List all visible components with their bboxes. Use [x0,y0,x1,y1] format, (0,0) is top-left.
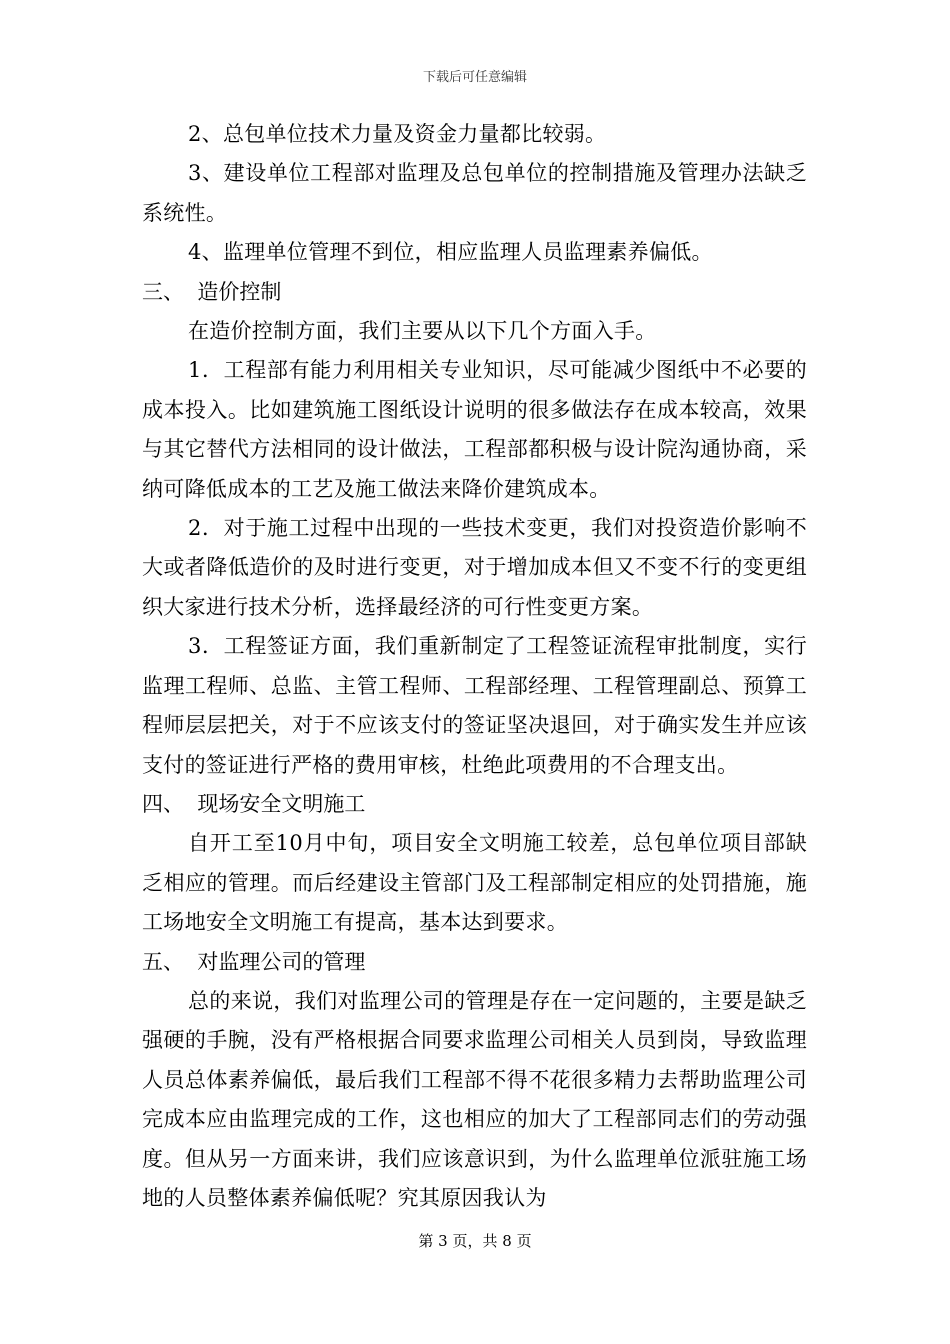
page-footer: 第 3 页，共 8 页 [418,1232,532,1250]
paragraph-point-2: 2、总包单位技术力量及资金力量都比较弱。 [188,122,607,146]
paragraph-supervision-management: 总的来说，我们对监理公司的管理是存在一定问题的，主要是缺乏强硬的手腕，没有严格根据合同要求监理公司相关人员到岗，导致监理人员总体素养偏低，最后我们工程部不得不花很多精力去帮助监理公司完成本应由监理完成的工作，这也相应的加大了工程部同志们的劳动强度。但从另一方面来讲，我们应该意识到，为什么监理单位派驻施工场地的人员整体素养偏低呢？究其原因我认为 [142,988,807,1210]
paragraph-point-4: 4、监理单位管理不到位，相应监理人员监理素养偏低。 [188,240,713,265]
paragraph-site-safety: 自开工至10月中旬，项目安全文明施工较差，总包单位项目部缺乏相应的管理。而后经建设主管部门及工程部制定相应的处罚措施，施工场地安全文明施工有提高，基本达到要求。 [142,831,807,935]
paragraph-cost-item-3: 3．工程签证方面，我们重新制定了工程签证流程审批制度，实行监理工程师、总监、主管工程师、工程部经理、工程管理副总、预算工程师层层把关，对于不应该支付的签证坚决退回，对于确实发生并应该支付的签证进行严格的费用审核，杜绝此项费用的不合理支出。 [142,634,807,777]
paragraph-cost-item-1: 1．工程部有能力利用相关专业知识，尽可能减少图纸中不必要的成本投入。比如建筑施工图纸设计说明的很多做法存在成本较高，效果与其它替代方法相同的设计做法，工程部都积极与设计院沟通协商，采纳可降低成本的工艺及施工做法来降价建筑成本。 [142,358,807,501]
document-body [142,115,807,1218]
paragraph-cost-intro: 在造价控制方面，我们主要从以下几个方面入手。 [188,319,657,344]
section-heading-site-safety: 四、 现场安全文明施工 [142,791,366,816]
paragraph-point-3: 3、建设单位工程部对监理及总包单位的控制措施及管理办法缺乏系统性。 [142,161,807,225]
paragraph-cost-item-2: 2．对于施工过程中出现的一些技术变更，我们对投资造价影响不大或者降低造价的及时进行变更，对于增加成本但又不变不行的变更组织大家进行技术分析，选择最经济的可行性变更方案。 [142,516,807,619]
section-heading-cost-control: 三、 造价控制 [142,279,282,304]
section-heading-supervision-management: 五、 对监理公司的管理 [142,949,366,974]
page-header: 下载后可任意编辑 [422,70,527,85]
